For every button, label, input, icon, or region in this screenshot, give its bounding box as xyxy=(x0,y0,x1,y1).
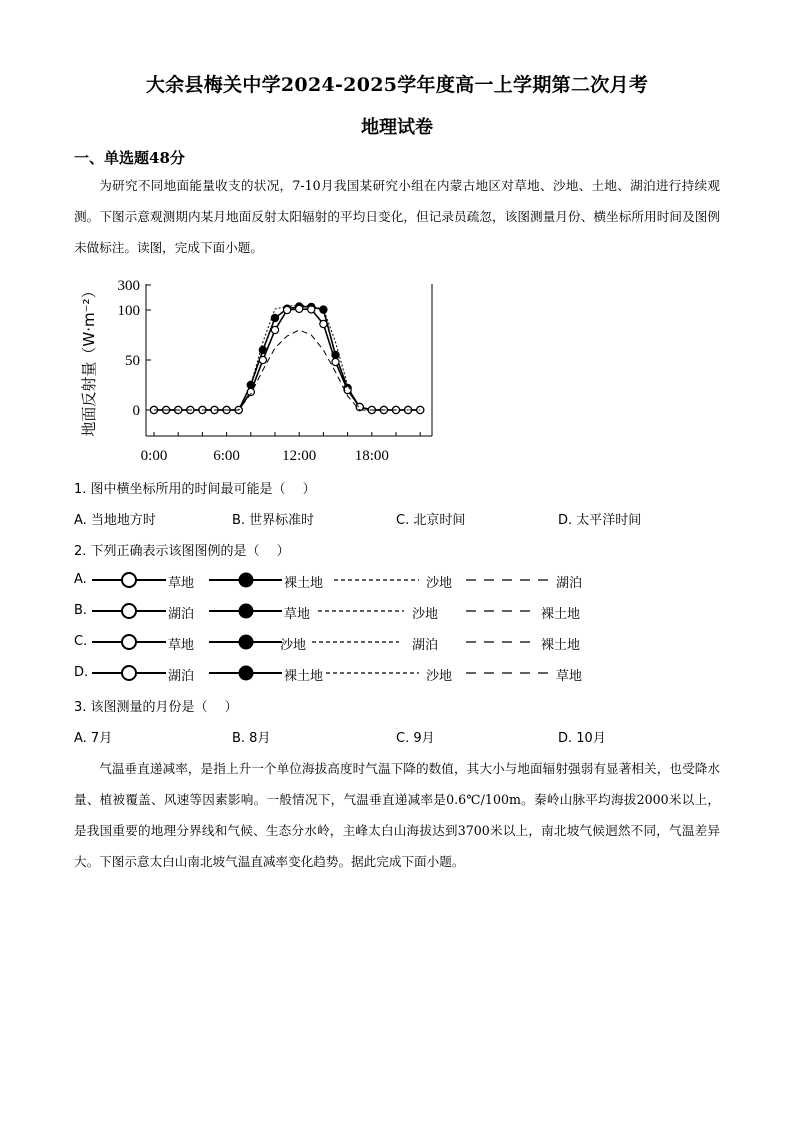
chart-series-group xyxy=(150,303,423,414)
y-tick-label: 0 xyxy=(132,403,140,419)
passage-2: 气温垂直递减率，是指上升一个单位海拔高度时气温下降的数值，其大小与地面辐射强弱有显著相关，也受降水量、植被覆盖、风速等因素影响。一般情况下，气温垂直递减率是0.6℃/100m。秦岭山脉平均海拔2000米以上，是我国重要的地理分界线和气候、生态分水岭，主峰太白山海拔达到3700米以上，南北坡气候迥然不同，气温差异大。下图示意太白山南北坡气温直减率变化趋势。据此完成下面小题。 xyxy=(74,761,720,869)
q2-option-letter: D. xyxy=(74,665,89,680)
q2-option-d[interactable] xyxy=(74,663,614,683)
q3-option-a[interactable]: A. 7月 xyxy=(74,731,113,746)
data-point xyxy=(332,358,339,365)
q2-option-letter: A. xyxy=(74,572,87,587)
legend-symbols-icon xyxy=(74,570,614,590)
legend-label: 草地 xyxy=(556,669,583,684)
legend-label: 沙地 xyxy=(280,638,307,653)
x-tick-label: 0:00 xyxy=(140,448,168,464)
question-1-stem: 1. 图中横坐标所用的时间最可能是（ ） xyxy=(74,482,316,497)
legend-label: 草地 xyxy=(284,607,311,622)
legend-label: 裸土地 xyxy=(541,638,581,653)
exam-title: 大余县梅关中学2024-2025学年度高一上学期第二次月考 xyxy=(145,74,649,96)
legend-label: 湖泊 xyxy=(168,669,195,684)
q1-option-c[interactable]: C. 北京时间 xyxy=(396,513,466,528)
x-tick-label: 18:00 xyxy=(354,448,389,464)
q1-option-d[interactable]: D. 太平洋时间 xyxy=(558,513,642,528)
series-line xyxy=(154,307,420,411)
legend-label: 草地 xyxy=(168,638,195,653)
legend-label: 裸土地 xyxy=(541,607,581,622)
legend-label: 裸土地 xyxy=(284,576,324,591)
legend-label: 湖泊 xyxy=(412,638,439,653)
passage-1: 为研究不同地面能量收支的状况，7-10月我国某研究小组在内蒙古地区对草地、沙地、土地、湖泊进行持续观测。下图示意观测期内某月地面反射太阳辐射的平均日变化，但记录员疏忽，该图测量月份、横坐标所用时间及图例未做标注。读图，完成下面小题。 xyxy=(74,178,720,255)
legend-label: 湖泊 xyxy=(168,607,195,622)
section-heading: 一、单选题48分 xyxy=(74,149,185,167)
y-axis-label: 地面反射量（W·m⁻²） xyxy=(80,283,98,437)
legend-symbols-icon xyxy=(74,632,614,652)
q3-option-d[interactable]: D. 10月 xyxy=(558,731,606,746)
y-tick-label: 300 xyxy=(117,278,140,294)
q2-option-c[interactable] xyxy=(74,632,614,652)
data-point xyxy=(284,306,291,313)
x-tick-label: 6:00 xyxy=(213,448,240,464)
data-point xyxy=(308,306,315,313)
question-2-stem: 2. 下列正确表示该图图例的是（ ） xyxy=(74,544,290,559)
legend-label: 裸土地 xyxy=(284,669,324,684)
q1-option-b[interactable]: B. 世界标准时 xyxy=(232,513,315,528)
data-point xyxy=(320,320,327,327)
q2-option-letter: B. xyxy=(74,603,88,618)
x-tick-label: 12:00 xyxy=(282,448,317,464)
q2-option-a[interactable] xyxy=(74,570,614,590)
legend-symbols-icon xyxy=(74,663,614,683)
question-3-stem: 3. 该图测量的月份是（ ） xyxy=(74,700,238,715)
q2-option-letter: C. xyxy=(74,634,88,649)
q3-option-c[interactable]: C. 9月 xyxy=(396,731,435,746)
series-line xyxy=(154,330,420,410)
exam-subtitle: 地理试卷 xyxy=(361,117,433,138)
q3-option-b[interactable]: B. 8月 xyxy=(232,731,271,746)
legend-label: 草地 xyxy=(168,576,195,591)
series-line xyxy=(154,309,420,410)
y-tick-label: 100 xyxy=(117,303,140,319)
data-point xyxy=(259,356,266,363)
series-line xyxy=(154,305,420,410)
data-point xyxy=(296,305,303,312)
legend-symbols-icon xyxy=(74,601,614,621)
reflection-chart xyxy=(74,268,454,468)
data-point xyxy=(320,306,327,313)
y-tick-label: 50 xyxy=(125,353,140,369)
legend-label: 沙地 xyxy=(426,669,453,684)
legend-label: 沙地 xyxy=(426,576,453,591)
q2-option-b[interactable] xyxy=(74,601,614,621)
legend-label: 沙地 xyxy=(412,607,439,622)
legend-label: 湖泊 xyxy=(556,576,583,591)
data-point xyxy=(271,326,278,333)
q1-option-a[interactable]: A. 当地地方时 xyxy=(74,513,156,528)
